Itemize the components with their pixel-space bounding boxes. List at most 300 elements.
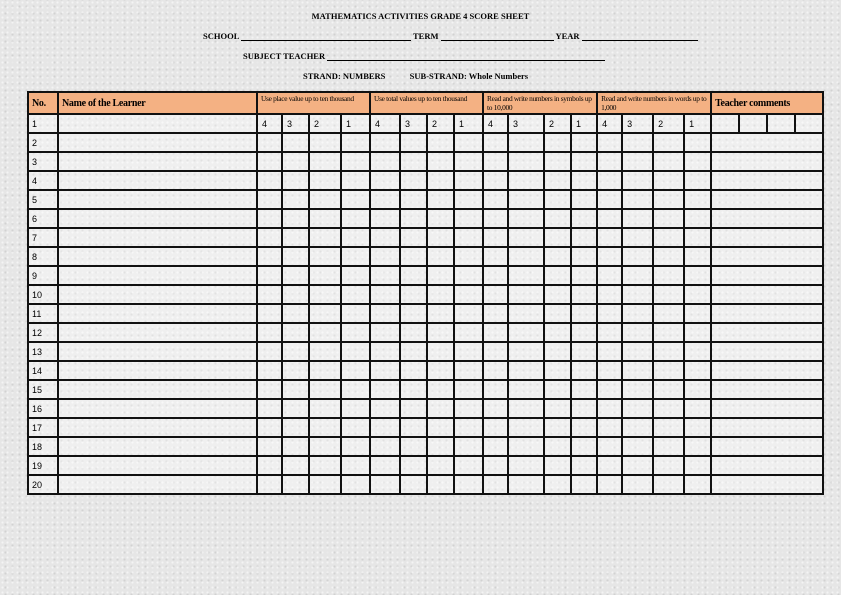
score-cell[interactable] [400,437,427,456]
score-cell[interactable] [341,285,370,304]
score-cell[interactable] [483,437,508,456]
score-cell[interactable] [400,399,427,418]
score-cell[interactable] [544,361,571,380]
learner-name-cell[interactable] [58,418,257,437]
score-cell[interactable] [544,304,571,323]
score-cell[interactable] [483,399,508,418]
learner-name-cell[interactable] [58,228,257,247]
score-cell[interactable] [309,475,341,494]
score-cell[interactable] [427,266,454,285]
score-cell[interactable] [622,171,653,190]
score-cell[interactable] [571,266,597,285]
score-cell[interactable] [653,266,684,285]
comment-subcell[interactable] [768,115,796,132]
score-cell[interactable] [427,399,454,418]
score-cell[interactable] [282,475,309,494]
score-cell[interactable] [597,418,622,437]
score-cell[interactable] [257,228,282,247]
score-cell[interactable] [341,228,370,247]
score-cell[interactable] [684,437,711,456]
score-cell[interactable] [454,133,483,152]
score-cell[interactable] [684,247,711,266]
level-label-cell[interactable]: 1 [341,114,370,133]
score-cell[interactable] [622,323,653,342]
score-cell[interactable] [508,247,544,266]
score-cell[interactable] [483,475,508,494]
score-cell[interactable] [400,266,427,285]
level-label-cell[interactable]: 3 [282,114,309,133]
teacher-comment-cell[interactable] [711,456,823,475]
score-cell[interactable] [508,266,544,285]
score-cell[interactable] [622,361,653,380]
score-cell[interactable] [622,133,653,152]
score-cell[interactable] [309,304,341,323]
score-cell[interactable] [571,380,597,399]
level-label-cell[interactable]: 3 [622,114,653,133]
score-cell[interactable] [282,228,309,247]
score-cell[interactable] [597,304,622,323]
level-label-cell[interactable]: 4 [370,114,400,133]
teacher-comment-cell[interactable] [711,171,823,190]
score-cell[interactable] [508,152,544,171]
score-cell[interactable] [454,190,483,209]
score-cell[interactable] [483,209,508,228]
score-cell[interactable] [653,152,684,171]
score-cell[interactable] [508,380,544,399]
score-cell[interactable] [400,152,427,171]
score-cell[interactable] [257,475,282,494]
score-cell[interactable] [427,437,454,456]
score-cell[interactable] [282,380,309,399]
score-cell[interactable] [341,209,370,228]
score-cell[interactable] [571,475,597,494]
score-cell[interactable] [483,342,508,361]
score-cell[interactable] [257,247,282,266]
score-cell[interactable] [483,266,508,285]
score-cell[interactable] [684,190,711,209]
score-cell[interactable] [341,437,370,456]
subject-teacher-blank-line[interactable] [327,51,605,61]
score-cell[interactable] [370,418,400,437]
score-cell[interactable] [454,342,483,361]
teacher-comment-cell[interactable] [711,342,823,361]
score-cell[interactable] [653,399,684,418]
score-cell[interactable] [483,323,508,342]
score-cell[interactable] [544,323,571,342]
score-cell[interactable] [257,152,282,171]
teacher-comment-cell[interactable] [711,114,823,133]
score-cell[interactable] [370,209,400,228]
score-cell[interactable] [400,171,427,190]
score-cell[interactable] [454,418,483,437]
score-cell[interactable] [622,380,653,399]
score-cell[interactable] [257,285,282,304]
score-cell[interactable] [309,380,341,399]
score-cell[interactable] [483,152,508,171]
learner-name-cell[interactable] [58,152,257,171]
level-label-cell[interactable]: 2 [653,114,684,133]
score-cell[interactable] [483,304,508,323]
learner-name-cell[interactable] [58,266,257,285]
score-cell[interactable] [309,152,341,171]
level-label-cell[interactable]: 1 [571,114,597,133]
score-cell[interactable] [427,228,454,247]
score-cell[interactable] [370,304,400,323]
score-cell[interactable] [257,133,282,152]
learner-name-cell[interactable] [58,380,257,399]
score-cell[interactable] [370,361,400,380]
teacher-comment-cell[interactable] [711,209,823,228]
score-cell[interactable] [341,133,370,152]
score-cell[interactable] [544,247,571,266]
score-cell[interactable] [508,133,544,152]
score-cell[interactable] [508,285,544,304]
score-cell[interactable] [483,361,508,380]
score-cell[interactable] [508,399,544,418]
learner-name-cell[interactable] [58,437,257,456]
score-cell[interactable] [282,456,309,475]
score-cell[interactable] [454,361,483,380]
teacher-comment-cell[interactable] [711,475,823,494]
score-cell[interactable] [400,475,427,494]
teacher-comment-cell[interactable] [711,418,823,437]
score-cell[interactable] [622,437,653,456]
score-cell[interactable] [653,361,684,380]
score-cell[interactable] [684,342,711,361]
score-cell[interactable] [309,266,341,285]
score-cell[interactable] [427,209,454,228]
score-cell[interactable] [400,285,427,304]
score-cell[interactable] [653,437,684,456]
learner-name-cell[interactable] [58,171,257,190]
comment-subcell[interactable] [712,115,740,132]
score-cell[interactable] [544,437,571,456]
score-cell[interactable] [571,190,597,209]
score-cell[interactable] [597,266,622,285]
level-label-cell[interactable]: 2 [544,114,571,133]
score-cell[interactable] [597,456,622,475]
score-cell[interactable] [400,380,427,399]
score-cell[interactable] [597,342,622,361]
score-cell[interactable] [597,247,622,266]
teacher-comment-cell[interactable] [711,380,823,399]
score-cell[interactable] [622,209,653,228]
score-cell[interactable] [282,285,309,304]
level-label-cell[interactable]: 3 [400,114,427,133]
score-cell[interactable] [257,342,282,361]
score-cell[interactable] [622,152,653,171]
score-cell[interactable] [309,399,341,418]
score-cell[interactable] [508,304,544,323]
score-cell[interactable] [309,342,341,361]
score-cell[interactable] [483,228,508,247]
level-label-cell[interactable]: 2 [427,114,454,133]
score-cell[interactable] [257,380,282,399]
score-cell[interactable] [309,437,341,456]
score-cell[interactable] [370,475,400,494]
score-cell[interactable] [622,247,653,266]
score-cell[interactable] [454,228,483,247]
score-cell[interactable] [653,304,684,323]
score-cell[interactable] [622,475,653,494]
score-cell[interactable] [400,209,427,228]
score-cell[interactable] [427,456,454,475]
score-cell[interactable] [282,399,309,418]
score-cell[interactable] [684,456,711,475]
score-cell[interactable] [483,456,508,475]
score-cell[interactable] [597,399,622,418]
score-cell[interactable] [597,209,622,228]
score-cell[interactable] [370,456,400,475]
score-cell[interactable] [309,323,341,342]
score-cell[interactable] [427,152,454,171]
score-cell[interactable] [400,190,427,209]
score-cell[interactable] [571,152,597,171]
score-cell[interactable] [257,323,282,342]
teacher-comment-cell[interactable] [711,285,823,304]
score-cell[interactable] [483,133,508,152]
learner-name-cell[interactable] [58,190,257,209]
learner-name-cell[interactable] [58,361,257,380]
score-cell[interactable] [544,266,571,285]
score-cell[interactable] [544,190,571,209]
score-cell[interactable] [571,133,597,152]
score-cell[interactable] [370,342,400,361]
score-cell[interactable] [653,323,684,342]
score-cell[interactable] [427,133,454,152]
score-cell[interactable] [341,456,370,475]
score-cell[interactable] [454,152,483,171]
score-cell[interactable] [544,152,571,171]
score-cell[interactable] [370,285,400,304]
score-cell[interactable] [508,171,544,190]
score-cell[interactable] [427,285,454,304]
level-label-cell[interactable]: 4 [257,114,282,133]
score-cell[interactable] [370,228,400,247]
score-cell[interactable] [597,152,622,171]
score-cell[interactable] [653,456,684,475]
score-cell[interactable] [341,171,370,190]
score-cell[interactable] [257,399,282,418]
score-cell[interactable] [370,399,400,418]
score-cell[interactable] [544,475,571,494]
score-cell[interactable] [454,209,483,228]
score-cell[interactable] [257,437,282,456]
score-cell[interactable] [622,456,653,475]
learner-name-cell[interactable] [58,209,257,228]
learner-name-cell[interactable] [58,304,257,323]
score-cell[interactable] [257,456,282,475]
score-cell[interactable] [370,190,400,209]
score-cell[interactable] [653,228,684,247]
score-cell[interactable] [341,152,370,171]
score-cell[interactable] [427,475,454,494]
score-cell[interactable] [544,228,571,247]
level-label-cell[interactable]: 4 [597,114,622,133]
score-cell[interactable] [427,171,454,190]
learner-name-cell[interactable] [58,456,257,475]
score-cell[interactable] [544,171,571,190]
score-cell[interactable] [571,285,597,304]
score-cell[interactable] [454,171,483,190]
teacher-comment-cell[interactable] [711,399,823,418]
score-cell[interactable] [341,399,370,418]
score-cell[interactable] [571,247,597,266]
score-cell[interactable] [508,456,544,475]
score-cell[interactable] [571,209,597,228]
score-cell[interactable] [400,361,427,380]
level-label-cell[interactable]: 1 [454,114,483,133]
score-cell[interactable] [400,133,427,152]
score-cell[interactable] [684,171,711,190]
score-cell[interactable] [684,152,711,171]
score-cell[interactable] [571,171,597,190]
score-cell[interactable] [597,380,622,399]
score-cell[interactable] [454,323,483,342]
score-cell[interactable] [684,133,711,152]
score-cell[interactable] [282,133,309,152]
score-cell[interactable] [544,342,571,361]
score-cell[interactable] [571,228,597,247]
score-cell[interactable] [597,228,622,247]
score-cell[interactable] [257,304,282,323]
score-cell[interactable] [544,456,571,475]
score-cell[interactable] [370,171,400,190]
score-cell[interactable] [622,266,653,285]
score-cell[interactable] [282,152,309,171]
score-cell[interactable] [454,475,483,494]
score-cell[interactable] [341,418,370,437]
score-cell[interactable] [684,209,711,228]
score-cell[interactable] [571,361,597,380]
score-cell[interactable] [341,304,370,323]
score-cell[interactable] [653,380,684,399]
score-cell[interactable] [684,399,711,418]
score-cell[interactable] [454,380,483,399]
score-cell[interactable] [622,418,653,437]
score-cell[interactable] [622,342,653,361]
score-cell[interactable] [653,247,684,266]
score-cell[interactable] [370,152,400,171]
learner-name-cell[interactable] [58,114,257,133]
score-cell[interactable] [282,304,309,323]
score-cell[interactable] [454,304,483,323]
score-cell[interactable] [508,209,544,228]
score-cell[interactable] [427,342,454,361]
score-cell[interactable] [684,361,711,380]
score-cell[interactable] [282,171,309,190]
teacher-comment-cell[interactable] [711,323,823,342]
score-cell[interactable] [427,247,454,266]
learner-name-cell[interactable] [58,342,257,361]
score-cell[interactable] [341,475,370,494]
score-cell[interactable] [544,285,571,304]
score-cell[interactable] [257,266,282,285]
score-cell[interactable] [483,285,508,304]
score-cell[interactable] [341,361,370,380]
teacher-comment-cell[interactable] [711,361,823,380]
score-cell[interactable] [544,209,571,228]
score-cell[interactable] [400,323,427,342]
level-label-cell[interactable]: 3 [508,114,544,133]
score-cell[interactable] [622,190,653,209]
score-cell[interactable] [309,190,341,209]
score-cell[interactable] [309,285,341,304]
score-cell[interactable] [341,247,370,266]
score-cell[interactable] [653,133,684,152]
score-cell[interactable] [282,190,309,209]
comment-subcell[interactable] [740,115,768,132]
score-cell[interactable] [622,285,653,304]
score-cell[interactable] [309,418,341,437]
teacher-comment-cell[interactable] [711,190,823,209]
score-cell[interactable] [454,399,483,418]
score-cell[interactable] [571,418,597,437]
score-cell[interactable] [622,304,653,323]
score-cell[interactable] [341,323,370,342]
score-cell[interactable] [571,323,597,342]
score-cell[interactable] [309,228,341,247]
score-cell[interactable] [257,190,282,209]
score-cell[interactable] [341,342,370,361]
score-cell[interactable] [309,133,341,152]
score-cell[interactable] [282,437,309,456]
score-cell[interactable] [370,323,400,342]
score-cell[interactable] [370,133,400,152]
score-cell[interactable] [282,323,309,342]
score-cell[interactable] [282,247,309,266]
score-cell[interactable] [508,342,544,361]
score-cell[interactable] [483,190,508,209]
comment-subcell[interactable] [796,115,822,132]
learner-name-cell[interactable] [58,285,257,304]
score-cell[interactable] [370,247,400,266]
score-cell[interactable] [508,228,544,247]
score-cell[interactable] [282,361,309,380]
score-cell[interactable] [653,171,684,190]
score-cell[interactable] [341,380,370,399]
score-cell[interactable] [257,418,282,437]
score-cell[interactable] [257,209,282,228]
score-cell[interactable] [427,380,454,399]
score-cell[interactable] [544,380,571,399]
score-cell[interactable] [454,247,483,266]
score-cell[interactable] [370,380,400,399]
score-cell[interactable] [508,190,544,209]
score-cell[interactable] [309,247,341,266]
score-cell[interactable] [400,342,427,361]
score-cell[interactable] [597,285,622,304]
score-cell[interactable] [483,247,508,266]
score-cell[interactable] [282,209,309,228]
score-cell[interactable] [684,475,711,494]
score-cell[interactable] [454,266,483,285]
score-cell[interactable] [544,133,571,152]
score-cell[interactable] [684,266,711,285]
score-cell[interactable] [427,323,454,342]
score-cell[interactable] [282,266,309,285]
score-cell[interactable] [309,171,341,190]
learner-name-cell[interactable] [58,475,257,494]
level-label-cell[interactable]: 1 [684,114,711,133]
learner-name-cell[interactable] [58,247,257,266]
score-cell[interactable] [684,304,711,323]
score-cell[interactable] [684,323,711,342]
learner-name-cell[interactable] [58,323,257,342]
score-cell[interactable] [341,190,370,209]
teacher-comment-cell[interactable] [711,247,823,266]
teacher-comment-cell[interactable] [711,304,823,323]
